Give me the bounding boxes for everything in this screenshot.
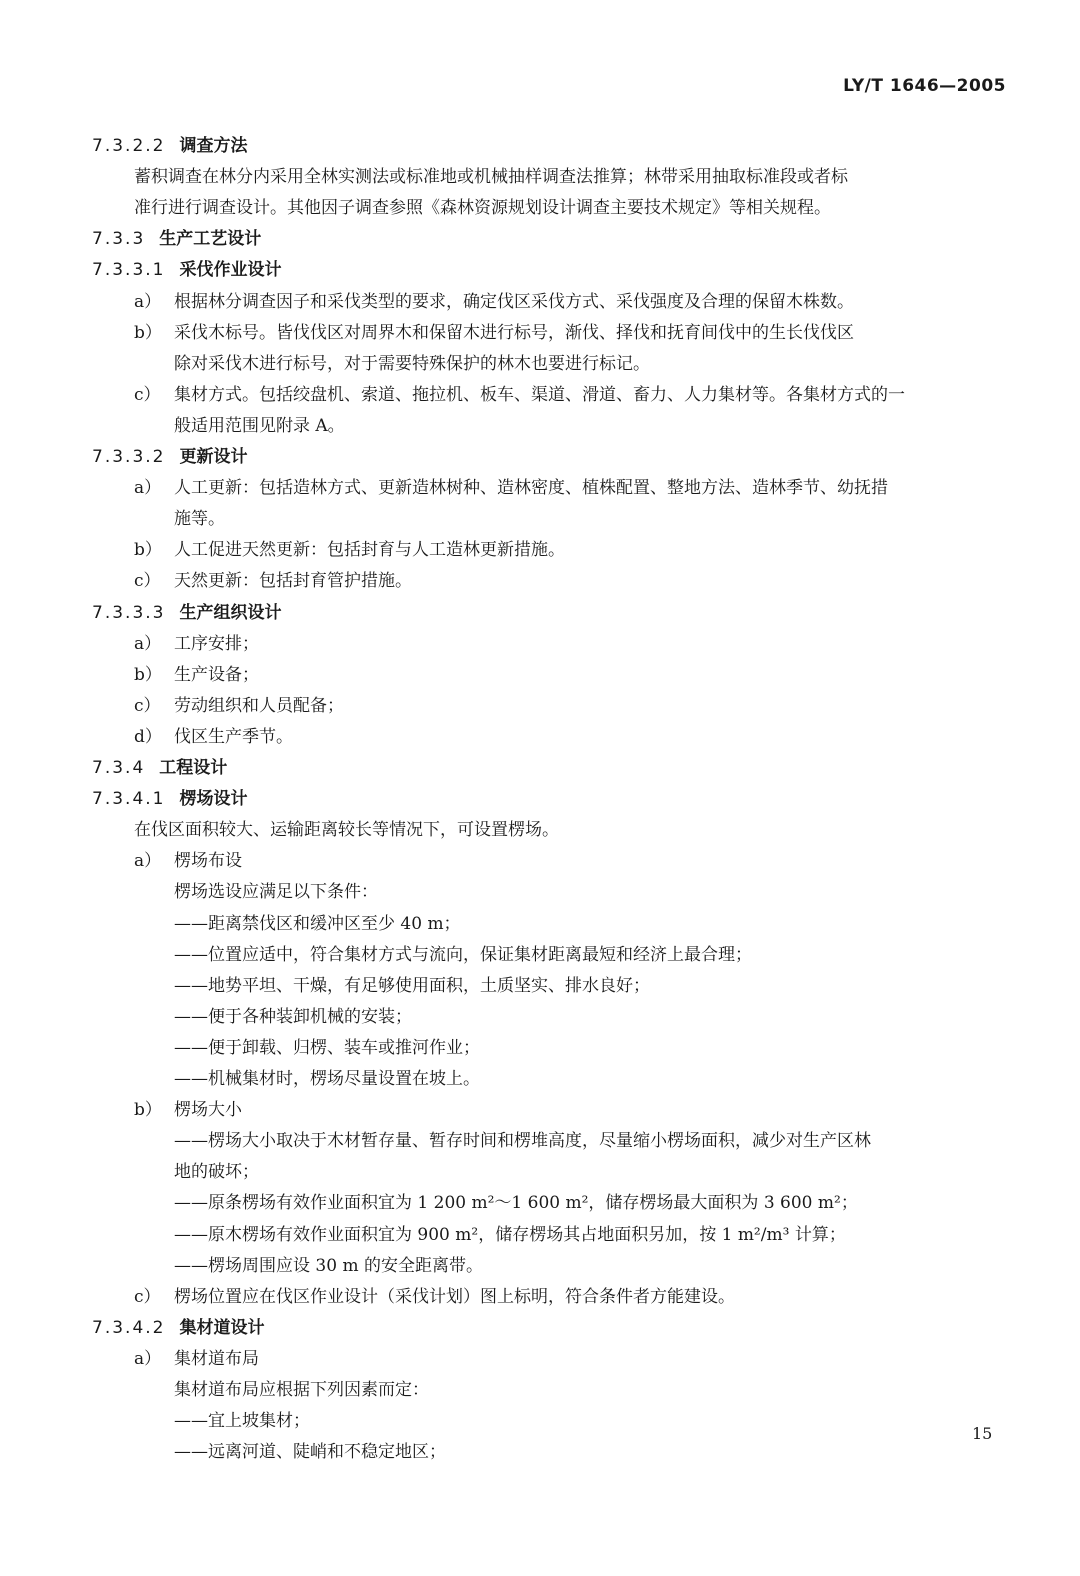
continuation-line: ——楞场大小取决于木材暂存量、暂存时间和楞堆高度，尽量缩小楞场面积，减少对生产区林	[174, 1131, 871, 1151]
section-number: 7.3.2.2	[92, 136, 166, 156]
continuation-line: 施等。	[174, 509, 225, 529]
continuation-line: ——便于各种装卸机械的安装；	[174, 1007, 412, 1027]
list-marker: a）	[134, 1349, 162, 1369]
list-marker: d）	[134, 727, 162, 747]
continuation-line: ——距离禁伐区和缓冲区至少 40 m；	[174, 914, 461, 934]
section-heading	[92, 445, 1080, 469]
continuation-line: ——原条楞场有效作业面积宜为 1 200 m²～1 600 m²，储存楞场最大面积为 3 600 m²；	[174, 1193, 858, 1213]
list-marker: c）	[134, 385, 161, 405]
paragraph-line: 准行进行调查设计。其他因子调查参照《森林资源规划设计调查主要技术规定》等相关规程。	[134, 198, 831, 218]
list-item-text: 人工促进天然更新：包括封育与人工造林更新措施。	[174, 540, 565, 560]
list-item-text: 采伐木标号。皆伐伐区对周界木和保留木进行标号，渐伐、择伐和抚育间伐中的生长伐伐区	[174, 323, 854, 343]
continuation-line: ——位置应适中，符合集材方式与流向，保证集材距离最短和经济上最合理；	[174, 945, 752, 965]
paragraph-line: 在伐区面积较大、运输距离较长等情况下，可设置楞场。	[134, 820, 559, 840]
continuation-line: ——机械集材时，楞场尽量设置在坡上。	[174, 1069, 480, 1089]
section-title: 工程设计	[159, 758, 228, 778]
list-item	[134, 476, 1080, 500]
continuation-line: ——宜上坡集材；	[174, 1411, 310, 1431]
list-marker: c）	[134, 696, 161, 716]
list-marker: c）	[134, 571, 161, 591]
section-heading	[92, 787, 1080, 811]
list-item-text: 楞场大小	[174, 1100, 242, 1120]
list-item	[134, 290, 1080, 314]
list-item	[134, 321, 1080, 345]
section-number: 7.3.4.2	[92, 1318, 166, 1338]
list-marker: a）	[134, 478, 162, 498]
list-item	[134, 694, 1080, 718]
section-heading	[92, 601, 1080, 625]
list-item	[134, 383, 1080, 407]
list-item-text: 根据林分调查因子和采伐类型的要求，确定伐区采伐方式、采伐强度及合理的保留木株数。	[174, 292, 854, 312]
continuation-line: 楞场选设应满足以下条件：	[174, 882, 378, 902]
section-number: 7.3.3.2	[92, 447, 166, 467]
list-item	[134, 725, 1080, 749]
list-item-text: 伐区生产季节。	[174, 727, 293, 747]
list-item-text: 集材方式。包括绞盘机、索道、拖拉机、板车、渠道、滑道、畜力、人力集材等。各集材方式的一	[174, 385, 905, 405]
list-item-text: 劳动组织和人员配备；	[174, 696, 344, 716]
section-title: 调查方法	[179, 136, 248, 156]
list-item	[134, 538, 1080, 562]
list-marker: b）	[134, 323, 162, 343]
section-heading	[92, 258, 1080, 282]
list-item	[134, 1285, 1080, 1309]
continuation-line: ——便于卸载、归楞、装车或推河作业；	[174, 1038, 480, 1058]
list-item	[134, 849, 1080, 873]
continuation-line: 地的破坏；	[174, 1162, 259, 1182]
list-item	[134, 663, 1080, 687]
section-number: 7.3.4	[92, 758, 146, 778]
list-item-text: 工序安排；	[174, 634, 259, 654]
continuation-line: ——楞场周围应设 30 m 的安全距离带。	[174, 1256, 483, 1276]
list-item-text: 楞场布设	[174, 851, 242, 871]
list-marker: a）	[134, 634, 162, 654]
section-title: 更新设计	[179, 447, 248, 467]
list-marker: b）	[134, 1100, 162, 1120]
continuation-line: ——地势平坦、干燥，有足够使用面积，土质坚实、排水良好；	[174, 976, 650, 996]
section-heading	[92, 227, 1080, 251]
continuation-line: 般适用范围见附录 A。	[174, 416, 345, 436]
section-title: 集材道设计	[179, 1318, 265, 1338]
list-item-text: 人工更新：包括造林方式、更新造林树种、造林密度、植株配置、整地方法、造林季节、幼抚措	[174, 478, 888, 498]
continuation-line: 集材道布局应根据下列因素而定：	[174, 1380, 429, 1400]
list-item-text: 集材道布局	[174, 1349, 259, 1369]
list-item	[134, 1347, 1080, 1371]
list-marker: a）	[134, 851, 162, 871]
section-heading	[92, 1316, 1080, 1340]
continuation-line: 除对采伐木进行标号，对于需要特殊保护的林木也要进行标记。	[174, 354, 650, 374]
section-title: 楞场设计	[179, 789, 248, 809]
list-marker: a）	[134, 292, 162, 312]
list-marker: c）	[134, 1287, 161, 1307]
list-item-text: 楞场位置应在伐区作业设计（采伐计划）图上标明，符合条件者方能建设。	[174, 1287, 735, 1307]
section-heading	[92, 756, 1080, 780]
list-item-text: 生产设备；	[174, 665, 259, 685]
list-marker: b）	[134, 665, 162, 685]
list-item	[134, 632, 1080, 656]
section-title: 生产工艺设计	[159, 229, 262, 249]
section-heading	[92, 134, 1080, 158]
section-number: 7.3.3	[92, 229, 146, 249]
list-item	[134, 1098, 1080, 1122]
paragraph-line: 蓄积调查在林分内采用全林实测法或标准地或机械抽样调查法推算；林带采用抽取标准段或者标	[134, 167, 848, 187]
section-title: 采伐作业设计	[179, 260, 282, 280]
section-title: 生产组织设计	[179, 603, 282, 623]
section-number: 7.3.4.1	[92, 789, 166, 809]
list-item-text: 天然更新：包括封育管护措施。	[174, 571, 412, 591]
list-item	[134, 569, 1080, 593]
page-number: 15	[972, 1424, 993, 1443]
document-code-header: LY/T 1646—2005	[843, 76, 1006, 96]
section-number: 7.3.3.3	[92, 603, 166, 623]
section-number: 7.3.3.1	[92, 260, 166, 280]
continuation-line: ——原木楞场有效作业面积宜为 900 m²，储存楞场其占地面积另加，按 1 m²/m³ 计算；	[174, 1225, 846, 1245]
list-marker: b）	[134, 540, 162, 560]
continuation-line: ——远离河道、陡峭和不稳定地区；	[174, 1442, 446, 1462]
